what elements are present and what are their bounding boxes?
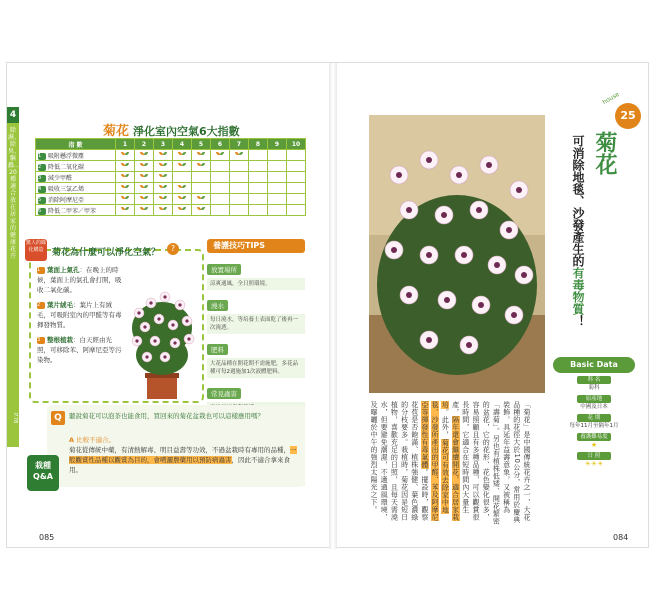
tip-heading: 澆水 bbox=[207, 300, 228, 311]
body-text bbox=[369, 401, 532, 525]
index-cell bbox=[192, 183, 211, 194]
index-row-number: 4 bbox=[38, 186, 46, 193]
chapter-title: 除濕、除臭、驅蟲…20種適合放在居家的健康花卉 bbox=[8, 127, 21, 260]
page-title: 菊花 bbox=[592, 131, 617, 175]
qa-badge-line1: 栽種 bbox=[35, 461, 51, 470]
index-cell bbox=[249, 172, 268, 183]
sprout-icon bbox=[159, 195, 167, 202]
index-cell bbox=[287, 150, 306, 161]
why-item-head: 葉面上氣孔 bbox=[47, 266, 80, 274]
daisy-photo bbox=[369, 115, 545, 393]
index-row-text: 降低二甲苯／甲苯 bbox=[48, 207, 97, 215]
tip-heading: 肥料 bbox=[207, 344, 228, 355]
why-item-body: ：白天經由光照，可移除苯、阿摩尼亞等污染物。 bbox=[37, 336, 122, 364]
basic-data-key: 科 名 bbox=[577, 376, 611, 384]
sprout-icon bbox=[216, 151, 224, 158]
question-mark-icon: ? bbox=[167, 243, 179, 255]
why-tag: 驚人的綠化構造 bbox=[25, 239, 47, 261]
index-cell bbox=[173, 194, 192, 205]
basic-data-key: 日 照 bbox=[577, 452, 611, 460]
index-cell bbox=[230, 150, 249, 161]
index-cell bbox=[249, 161, 268, 172]
sprout-icon bbox=[140, 162, 148, 169]
index-column-7: 7 bbox=[230, 139, 249, 150]
index-cell bbox=[135, 161, 154, 172]
index-row-label bbox=[36, 194, 116, 205]
tip-body: 涼爽通風，全日照環境。 bbox=[207, 278, 305, 290]
index-cell bbox=[211, 172, 230, 183]
sprout-icon bbox=[235, 151, 243, 158]
index-cell bbox=[116, 194, 135, 205]
index-cell bbox=[268, 205, 287, 216]
basic-data-box bbox=[553, 357, 635, 469]
why-item-body: ：葉片上有絨毛，可吸附室內的甲醛等有毒揮發物質。 bbox=[37, 301, 122, 329]
qa-answer-lead: 比較不適合。 bbox=[76, 436, 116, 444]
index-cell bbox=[287, 205, 306, 216]
sprout-icon bbox=[178, 151, 186, 158]
index-row-label bbox=[36, 205, 116, 216]
index-cell bbox=[268, 194, 287, 205]
qa-answer-highlight: 一般觀賞性品種以觀賞為目的，會噴灑農藥用以預防病蟲害 bbox=[69, 446, 297, 464]
basic-data-value: 菊科 bbox=[588, 385, 600, 391]
why-item-body: ：在晚上的時候，葉面上的氣孔會打開，吸收二氧化碳。 bbox=[37, 266, 122, 294]
index-cell bbox=[249, 150, 268, 161]
sprout-icon bbox=[159, 151, 167, 158]
sprout-icon bbox=[121, 195, 129, 202]
index-row bbox=[36, 161, 306, 172]
basic-data-value: 每年11月至隔年1月 bbox=[569, 423, 619, 429]
potted-daisy-photo bbox=[125, 283, 200, 401]
left-page-number: 085 bbox=[39, 533, 55, 542]
index-title-text: 淨化室內空氣6大指數 bbox=[133, 125, 240, 138]
basic-data-value: 中國及日本 bbox=[580, 404, 608, 410]
qa-badge bbox=[27, 455, 59, 491]
index-cell bbox=[135, 172, 154, 183]
index-title bbox=[103, 120, 240, 139]
book-spread bbox=[6, 62, 649, 548]
index-row-number: 2 bbox=[38, 164, 46, 171]
book-gutter bbox=[329, 63, 337, 549]
index-cell bbox=[249, 183, 268, 194]
plant-number-badge: 25 bbox=[615, 103, 641, 129]
index-row-number: 3 bbox=[38, 175, 46, 182]
sprout-icon bbox=[159, 173, 167, 180]
index-cell bbox=[173, 172, 192, 183]
index-cell bbox=[116, 183, 135, 194]
index-row-label bbox=[36, 150, 116, 161]
index-row-text: 吸附懸浮微塵 bbox=[48, 152, 85, 160]
index-row bbox=[36, 172, 306, 183]
index-column-3: 3 bbox=[154, 139, 173, 150]
sprout-icon bbox=[197, 162, 205, 169]
index-column-8: 8 bbox=[249, 139, 268, 150]
qa-answer-mark: A bbox=[69, 436, 75, 444]
purification-index-table bbox=[35, 138, 306, 216]
index-cell bbox=[154, 194, 173, 205]
body-a: 「菊花」是中國傳統花卉之一，大花品種的花徑大於10公分，常用於慶典裝飾，具延年益壽意象，又被稱為「壽菊」。另也有植株低矮、開花繁密的盆花，它的花形、花色變化很多，容易照顧且有多種品種，可以觀賞很長時間，它適合在短時間內大量生產， bbox=[451, 401, 531, 525]
basic-data-key: 養護難易度 bbox=[577, 433, 611, 441]
sprout-icon bbox=[121, 184, 129, 191]
index-cell bbox=[268, 183, 287, 194]
index-cell bbox=[173, 183, 192, 194]
why-item bbox=[37, 335, 123, 365]
basic-data-value: ☀☀☀ bbox=[584, 460, 604, 468]
index-row-text: 減少甲醛 bbox=[48, 174, 73, 182]
tip-heading: 常見蟲害 bbox=[207, 388, 241, 399]
sprout-icon bbox=[197, 151, 205, 158]
index-header-label: 指 數 bbox=[36, 139, 116, 150]
why-item-number: 3 bbox=[37, 337, 45, 344]
sprout-icon bbox=[178, 162, 186, 169]
sprout-icon bbox=[140, 184, 148, 191]
index-cell bbox=[154, 172, 173, 183]
index-cell bbox=[211, 183, 230, 194]
index-title-flower: 菊花 bbox=[103, 124, 130, 139]
sprout-icon bbox=[121, 206, 129, 213]
index-row-label bbox=[36, 183, 116, 194]
sprout-icon bbox=[197, 195, 205, 202]
index-cell bbox=[116, 161, 135, 172]
index-cell bbox=[135, 183, 154, 194]
index-cell bbox=[192, 194, 211, 205]
body-c: 。擺設時，觀察花苞是否飽滿、植株強健、葉色濃綠的分枝要多。栽植時，菊花因是短日植物，喜歡充足的日照，且每天需澆水，但要避免潮濕，不適通風環境，及曝曬於中午的強烈太陽光之下。 bbox=[369, 401, 429, 521]
index-cell bbox=[287, 194, 306, 205]
index-cell bbox=[268, 161, 287, 172]
index-row-number: 6 bbox=[38, 208, 46, 215]
page-subtitle bbox=[567, 135, 587, 327]
why-item bbox=[37, 265, 123, 295]
index-cell bbox=[116, 150, 135, 161]
index-cell bbox=[287, 172, 306, 183]
why-item-head: 整根植栽 bbox=[47, 336, 73, 344]
index-cell bbox=[154, 150, 173, 161]
index-column-9: 9 bbox=[268, 139, 287, 150]
index-cell bbox=[192, 161, 211, 172]
index-column-5: 5 bbox=[192, 139, 211, 150]
why-item-number: 2 bbox=[37, 302, 45, 309]
index-row bbox=[36, 150, 306, 161]
why-item-number: 1 bbox=[37, 267, 45, 274]
sprout-icon bbox=[178, 195, 186, 202]
index-cell bbox=[154, 183, 173, 194]
index-column-6: 6 bbox=[211, 139, 230, 150]
right-page-number: 084 bbox=[613, 533, 629, 542]
index-column-10: 10 bbox=[287, 139, 306, 150]
sprout-icon bbox=[121, 173, 129, 180]
index-cell bbox=[268, 150, 287, 161]
index-cell bbox=[230, 172, 249, 183]
why-title: 菊花為什麼可以淨化空氣？ bbox=[52, 248, 161, 258]
why-items bbox=[37, 265, 123, 370]
basic-data-key: 原產地 bbox=[577, 395, 611, 403]
index-cell bbox=[135, 194, 154, 205]
index-cell bbox=[287, 161, 306, 172]
index-cell bbox=[230, 183, 249, 194]
index-cell bbox=[192, 205, 211, 216]
index-cell bbox=[211, 194, 230, 205]
index-row-text: 吸收三氯乙烯 bbox=[48, 185, 85, 193]
tip-body: 大花品種在開花期不需施肥，多花品種可每2週施加1次液體肥料。 bbox=[207, 358, 305, 378]
index-cell bbox=[135, 205, 154, 216]
index-cell bbox=[135, 150, 154, 161]
body-highlight-2: 菊花可有效去除家中地毯、沙發所產出的甲醛、苯及阿摩尼亞等揮發性有毒氣體 bbox=[420, 401, 450, 521]
index-row-text: 降低二氧化碳 bbox=[48, 163, 85, 171]
index-cell bbox=[230, 205, 249, 216]
qa-question-mark: Q bbox=[51, 411, 65, 425]
index-cell bbox=[192, 150, 211, 161]
index-cell bbox=[268, 172, 287, 183]
why-item-head: 葉片絨毛 bbox=[47, 301, 73, 309]
index-row-text: 消除阿摩尼亞 bbox=[48, 196, 85, 204]
subtitle-b: 有毒物質 bbox=[571, 267, 585, 315]
index-cell bbox=[154, 161, 173, 172]
basic-data-header: Basic Data bbox=[553, 357, 635, 373]
index-row-label bbox=[36, 172, 116, 183]
index-cell bbox=[154, 205, 173, 216]
index-cell bbox=[192, 172, 211, 183]
qa-answer bbox=[69, 435, 299, 475]
index-cell bbox=[173, 205, 192, 216]
sprout-icon bbox=[140, 206, 148, 213]
index-row-number: 5 bbox=[38, 197, 46, 204]
basic-data-value: ★ bbox=[590, 441, 598, 449]
index-row bbox=[36, 205, 306, 216]
basic-data-rows bbox=[553, 376, 635, 468]
index-row-number: 1 bbox=[38, 153, 46, 160]
subtitle-c: ！ bbox=[571, 315, 585, 327]
index-cell bbox=[116, 172, 135, 183]
tip-heading: 放置場所 bbox=[207, 264, 241, 275]
house-label: house bbox=[601, 90, 621, 107]
index-column-1: 1 bbox=[116, 139, 135, 150]
sprout-icon bbox=[140, 173, 148, 180]
body-b: 。此外， bbox=[441, 408, 450, 439]
index-cell bbox=[287, 183, 306, 194]
sprout-icon bbox=[121, 162, 129, 169]
index-column-4: 4 bbox=[173, 139, 192, 150]
index-cell bbox=[211, 150, 230, 161]
index-column-2: 2 bbox=[135, 139, 154, 150]
why-item bbox=[37, 300, 123, 330]
index-cell bbox=[173, 161, 192, 172]
index-cell bbox=[211, 161, 230, 172]
sprout-icon bbox=[178, 206, 186, 213]
index-cell bbox=[211, 205, 230, 216]
sprout-icon bbox=[159, 206, 167, 213]
qa-answer-body: 菊花從傳統中藥，有清熱解毒、明目益壽等功效，不過盆栽時有專用的品種， bbox=[69, 446, 290, 454]
subtitle-a: 可消除地毯、沙發產生的 bbox=[571, 135, 585, 267]
chapter-number: 4 bbox=[7, 107, 19, 123]
index-cell bbox=[116, 205, 135, 216]
basic-data-key: 花 期 bbox=[577, 414, 611, 422]
sprout-icon bbox=[121, 151, 129, 158]
index-cell bbox=[230, 161, 249, 172]
tip-body: 每日澆水，等培養土表面乾了後再一次澆透。 bbox=[207, 314, 305, 334]
sprout-icon bbox=[140, 195, 148, 202]
sprout-icon bbox=[178, 184, 186, 191]
qa-box bbox=[47, 405, 305, 487]
sprout-icon bbox=[140, 151, 148, 158]
qa-answer-tail: ，因此不適合拿來食用。 bbox=[69, 456, 290, 474]
index-cell bbox=[249, 194, 268, 205]
qa-question: 聽說菊花可以泡茶也能食用，買回來的菊花盆栽也可以這樣應用嗎？ bbox=[69, 412, 264, 420]
index-row-label bbox=[36, 161, 116, 172]
index-row bbox=[36, 183, 306, 194]
index-row bbox=[36, 194, 306, 205]
qa-badge-line2: Q&A bbox=[33, 472, 53, 481]
index-cell bbox=[249, 205, 268, 216]
index-cell bbox=[230, 194, 249, 205]
index-cell bbox=[173, 150, 192, 161]
sprout-icon bbox=[159, 162, 167, 169]
sprout-icon bbox=[197, 206, 205, 213]
body-highlight-1: 隔年還會繼續開花，適合居家栽培 bbox=[441, 401, 460, 521]
chapter-page-ref: P.78 bbox=[12, 413, 18, 424]
sprout-icon bbox=[159, 184, 167, 191]
care-tips-header: 養護技巧TIPS bbox=[207, 239, 305, 253]
